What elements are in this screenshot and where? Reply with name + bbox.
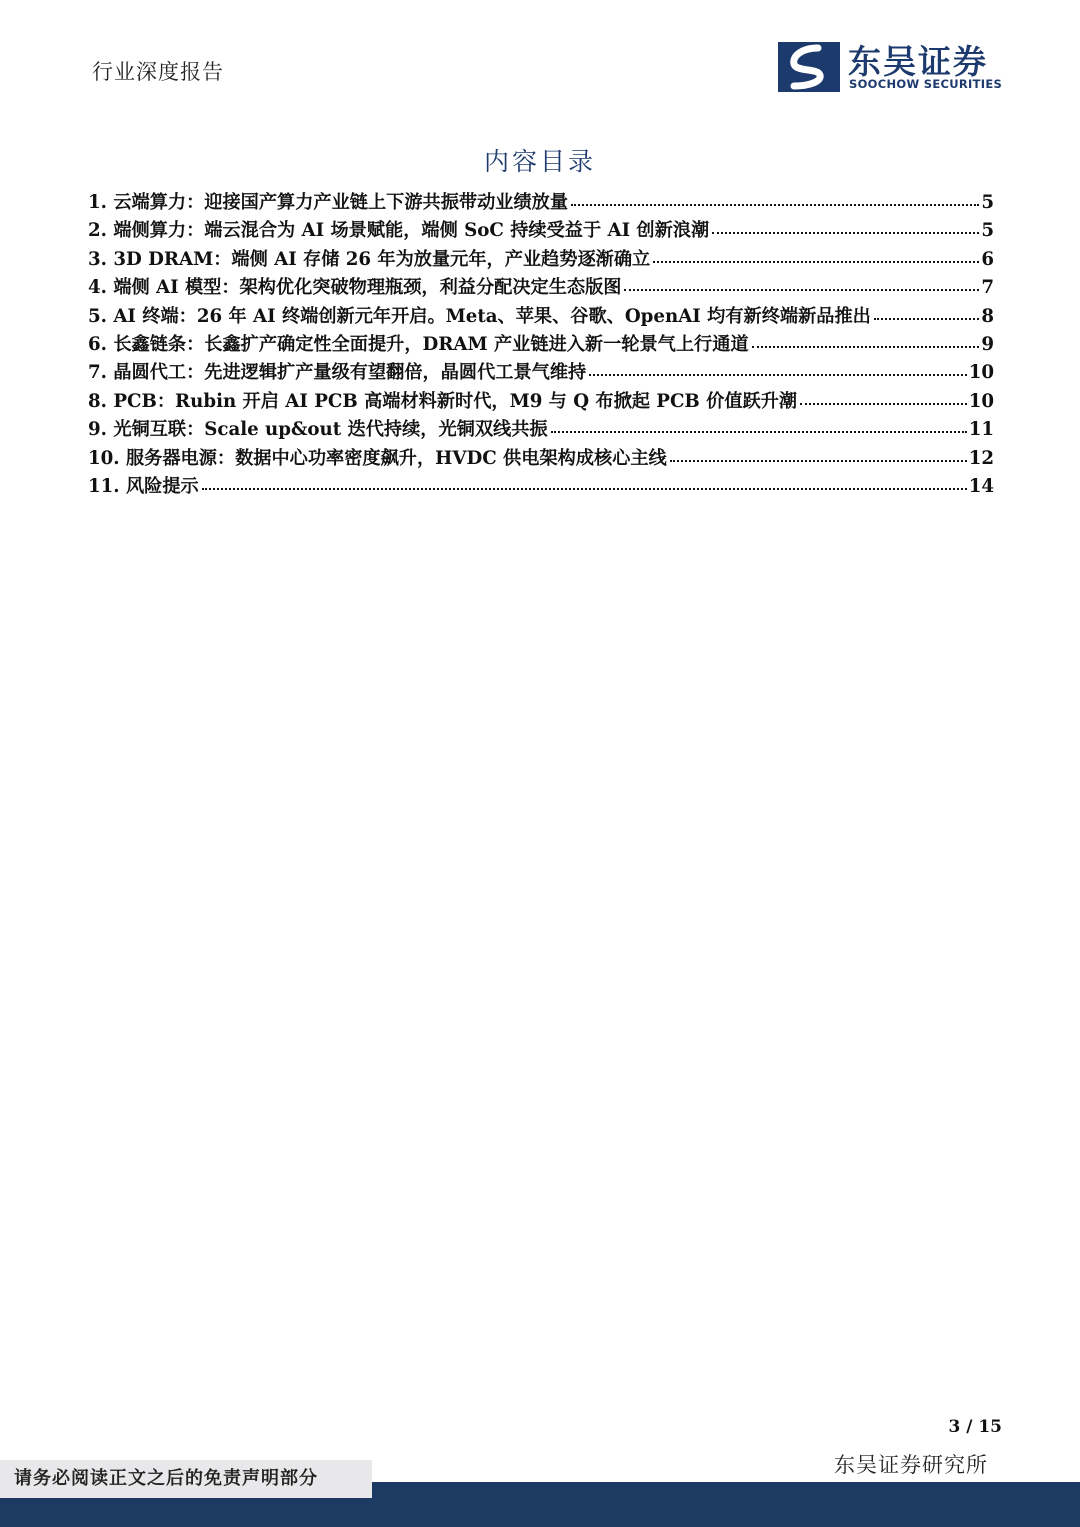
- toc-dot-leader: [571, 204, 979, 206]
- toc-entry[interactable]: [88, 188, 994, 216]
- logo-chinese-name: 东吴证券: [848, 42, 988, 81]
- toc-entry-page: 10: [968, 390, 994, 412]
- company-logo: [778, 40, 1008, 98]
- toc-dot-leader: [752, 346, 980, 348]
- toc-entry[interactable]: [88, 216, 994, 244]
- toc-entry[interactable]: [88, 302, 994, 330]
- logo-english-name: SOOCHOW SECURITIES: [849, 77, 1003, 91]
- toc-entry[interactable]: [88, 415, 994, 443]
- toc-dot-leader: [670, 460, 967, 462]
- toc-entry[interactable]: [88, 358, 994, 386]
- toc-entry-title: 4. 端侧 AI 模型：架构优化突破物理瓶颈，利益分配决定生态版图: [88, 277, 622, 299]
- toc-entry-title: 1. 云端算力：迎接国产算力产业链上下游共振带动业绩放量: [88, 192, 569, 213]
- toc-entry-title: 2. 端侧算力：端云混合为 AI 场景赋能，端侧 SoC 持续受益于 AI 创新浪潮: [88, 220, 710, 242]
- toc-entry-page: 11: [968, 419, 994, 441]
- footer-institute: 东吴证券研究所: [834, 1453, 988, 1477]
- toc-dot-leader: [551, 431, 967, 433]
- toc-title: 内容目录: [483, 147, 596, 176]
- toc-dot-leader: [874, 318, 980, 320]
- toc-entry-title: 7. 晶圆代工：先进逻辑扩产量级有望翻倍，晶圆代工景气维持: [88, 362, 587, 384]
- toc-entry[interactable]: [88, 387, 994, 415]
- toc-entry[interactable]: [88, 273, 994, 301]
- toc-entry-page: 6: [981, 248, 994, 270]
- toc-entry-title: 3. 3D DRAM：端侧 AI 存储 26 年为放量元年，产业趋势逐渐确立: [88, 248, 651, 270]
- toc-entry-title: 8. PCB：Rubin 开启 AI PCB 高端材料新时代，M9 与 Q 布掀起 PCB 价值跃升潮: [88, 390, 798, 412]
- toc-dot-leader: [800, 403, 967, 405]
- toc-entry[interactable]: [88, 472, 994, 500]
- toc-entry-page: 7: [981, 277, 994, 299]
- report-type-label: 行业深度报告: [92, 60, 224, 84]
- toc-dot-leader: [712, 232, 979, 234]
- toc-entry-page: 9: [981, 333, 994, 355]
- toc-dot-leader: [202, 488, 967, 490]
- footer-disclaimer: 请务必阅读正文之后的免责声明部分: [0, 1460, 372, 1498]
- toc-entry[interactable]: [88, 245, 994, 273]
- page-indicator: 3 / 15: [948, 1417, 1002, 1437]
- toc-entry-title: 10. 服务器电源：数据中心功率密度飙升，HVDC 供电架构成核心主线: [88, 447, 667, 469]
- toc-entry-page: 8: [981, 305, 994, 327]
- toc-entry-page: 10: [968, 362, 994, 384]
- toc-dot-leader: [624, 289, 979, 291]
- table-of-contents: [88, 188, 994, 500]
- toc-entry-title: 6. 长鑫链条：长鑫扩产确定性全面提升，DRAM 产业链进入新一轮景气上行通道: [88, 333, 749, 355]
- toc-entry-title: 11. 风险提示: [88, 475, 199, 497]
- toc-entry-page: 5: [981, 220, 994, 242]
- toc-entry[interactable]: [88, 444, 994, 472]
- toc-dot-leader: [653, 261, 979, 263]
- toc-entry-page: 12: [968, 447, 994, 469]
- toc-entry-title: 5. AI 终端：26 年 AI 终端创新元年开启。Meta、苹果、谷歌、OpenAI 均有新终端新品推出: [88, 305, 871, 327]
- soochow-logo-icon: [778, 42, 840, 92]
- toc-entry[interactable]: [88, 330, 994, 358]
- toc-entry-page: 14: [968, 475, 994, 497]
- toc-entry-page: 5: [981, 192, 994, 213]
- toc-dot-leader: [589, 374, 966, 376]
- toc-entry-title: 9. 光铜互联：Scale up&out 迭代持续，光铜双线共振: [88, 419, 548, 441]
